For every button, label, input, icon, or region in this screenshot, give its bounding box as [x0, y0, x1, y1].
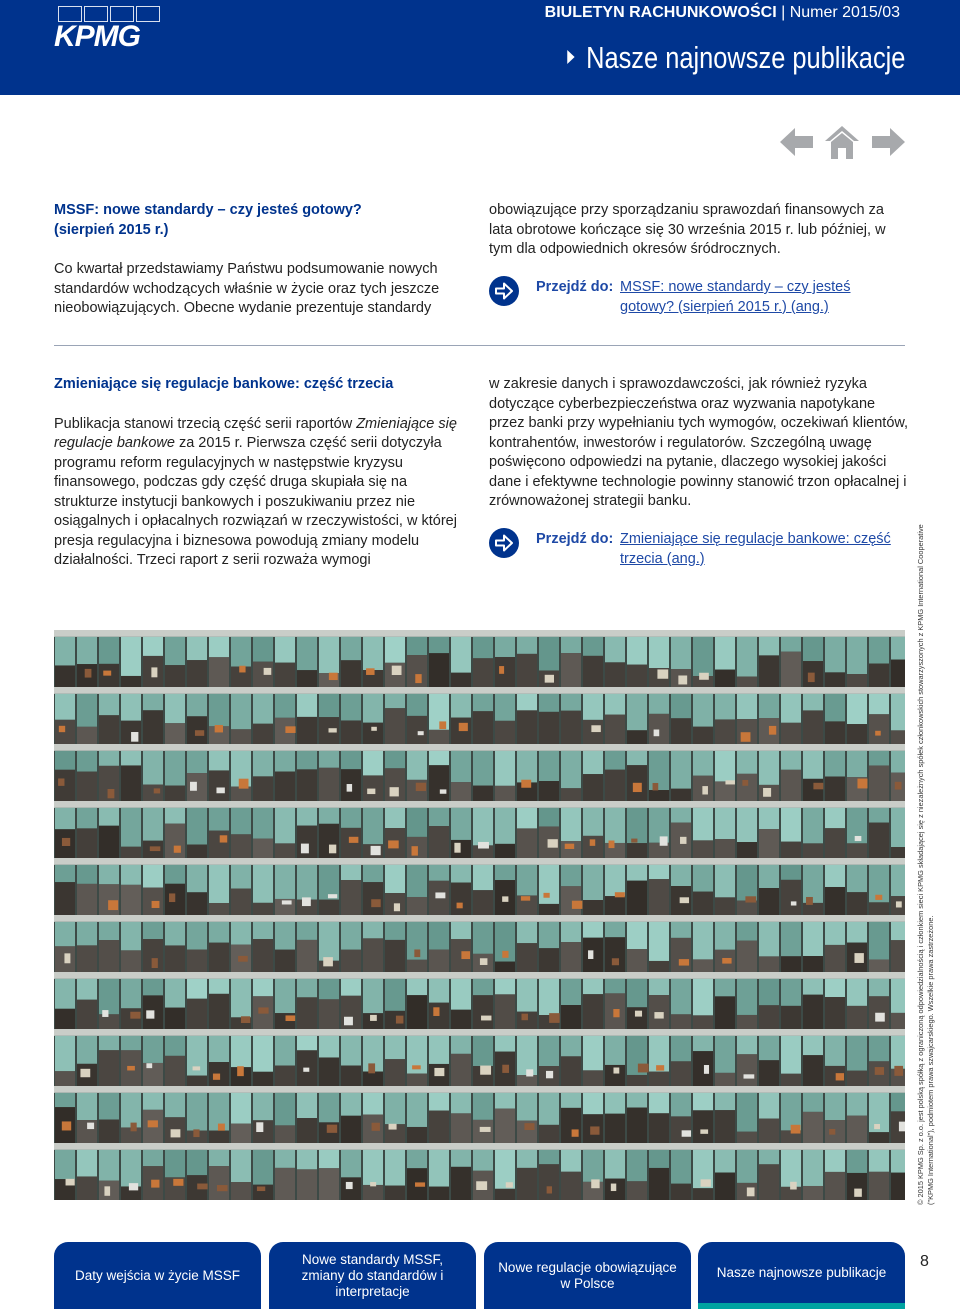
arrow-right-icon[interactable]: [871, 124, 905, 160]
goto-label: Przejdź do:: [536, 531, 614, 547]
article-2-intro-text: [54, 415, 474, 571]
article-1-continued-text: obowiązujące przy sporządzaniu sprawozdań finansowych za lata obrotowe kończące się 30 września 2015 r. lub później, w tym dla odpowiednich okresów śródrocznych.: [489, 202, 886, 257]
bulletin-title: [545, 4, 900, 22]
article-2-heading: Zmieniające się regulacje bankowe: część trzecia: [54, 376, 394, 392]
tab-new-standards[interactable]: Nowe standardy MSSF, zmiany do standardów i interpretacje: [269, 1242, 476, 1309]
article-1-left-column: [54, 201, 474, 319]
goto-label: Przejdź do:: [536, 279, 614, 295]
article-1-right-column: [489, 201, 909, 260]
tab-polish-regulations[interactable]: Nowe regulacje obowiązujące w Polsce: [484, 1242, 691, 1309]
article-1-intro-text: Co kwartał przedstawiamy Państwu podsumowanie nowych standardów wchodzących właśnie w życie oraz tych jeszcze nieobowiązujących. Obecne wydanie prezentuje standardy: [54, 261, 440, 316]
page-number: 8: [920, 1253, 929, 1270]
section-title-text: Nasze najnowsze publikacje: [585, 40, 905, 75]
tab-effective-dates[interactable]: Daty wejścia w życie MSSF: [54, 1242, 261, 1309]
office-building-photo: [54, 630, 905, 1200]
copyright-note: © 2015 KPMG Sp. z o.o. jest polską spółką z ograniczoną odpowiedzialnością i członkiem sieci KPMG składającej się z niezależnych spółek członkowskich stowarzyszonych z KPMG International Cooperative ("KPMG International"), podmiotem prawa szwajcarskiego. Wszelkie prawa zastrzeżone.: [916, 524, 935, 1205]
kpmg-logo[interactable]: [54, 4, 160, 52]
article-1-link[interactable]: MSSF: nowe standardy – czy jesteś gotowy? (sierpień 2015 r.) (ang.): [620, 279, 851, 315]
article-1-heading-line-2: (sierpień 2015 r.): [54, 221, 169, 238]
section-divider: [54, 345, 905, 346]
article-2-right-column: [489, 375, 909, 512]
article-1-goto-link[interactable]: [489, 276, 909, 320]
article-2-text-part-2: za 2015 r. Pierwsza część serii dotyczyła programu reform regulacyjnych w następstwie kryzysu finansowego, podczas gdy część druga skupiała się na strukturze instytucji bankowych i poszukiwaniu przez nie osiągalnych i opłacalnych rozwiązań w rzeczywistości, w której presja regulacyjna i biznesowa powodują zmiany modelu działalności. Trzeci raport z serii rozważa wymogi: [54, 435, 457, 568]
triangle-right-icon: [567, 50, 574, 64]
article-2-text-part-1: Publikacja stanowi trzecią część serii raportów: [54, 415, 357, 432]
section-title: [567, 40, 905, 76]
page-header: [0, 0, 960, 95]
article-2-series-title: Zmieniające się regulacje bankowe: [54, 415, 457, 451]
arrow-circle-icon: [489, 528, 519, 558]
article-2-continued-text: w zakresie danych i sprawozdawczości, jak również ryzyka dotyczące cyberbezpieczeństwa oraz wyzwania napotykane przez banki przy wypełnianiu tych wymogów, oczekiwań klientów, kontrahentów, inwestorów i regulatorów. Szczególną uwagę poświęcono odpowiedzi na pytanie, dlaczego wysokiej jakości dane i efektywne technologie powinny stanowić trzon opłacalnej i zrównoważonej strategii banku.: [489, 376, 909, 509]
page-navigation: [780, 124, 905, 160]
arrow-circle-icon: [489, 276, 519, 306]
article-1-heading-line-1: MSSF: nowe standardy – czy jesteś gotowy?: [54, 202, 362, 218]
logo-text: KPMG: [54, 20, 140, 53]
arrow-left-icon[interactable]: [780, 124, 814, 160]
article-2-left-column: [54, 375, 474, 571]
bulletin-issue: | Numer 2015/03: [776, 4, 900, 21]
article-2-link[interactable]: Zmieniające się regulacje bankowe: część trzecia (ang.): [620, 531, 891, 567]
bulletin-name: BIULETYN RACHUNKOWOŚCI: [544, 4, 777, 21]
home-icon[interactable]: [824, 124, 860, 160]
tab-latest-publications[interactable]: Nasze najnowsze publikacje: [698, 1242, 905, 1309]
article-2-goto-link[interactable]: [489, 528, 909, 572]
